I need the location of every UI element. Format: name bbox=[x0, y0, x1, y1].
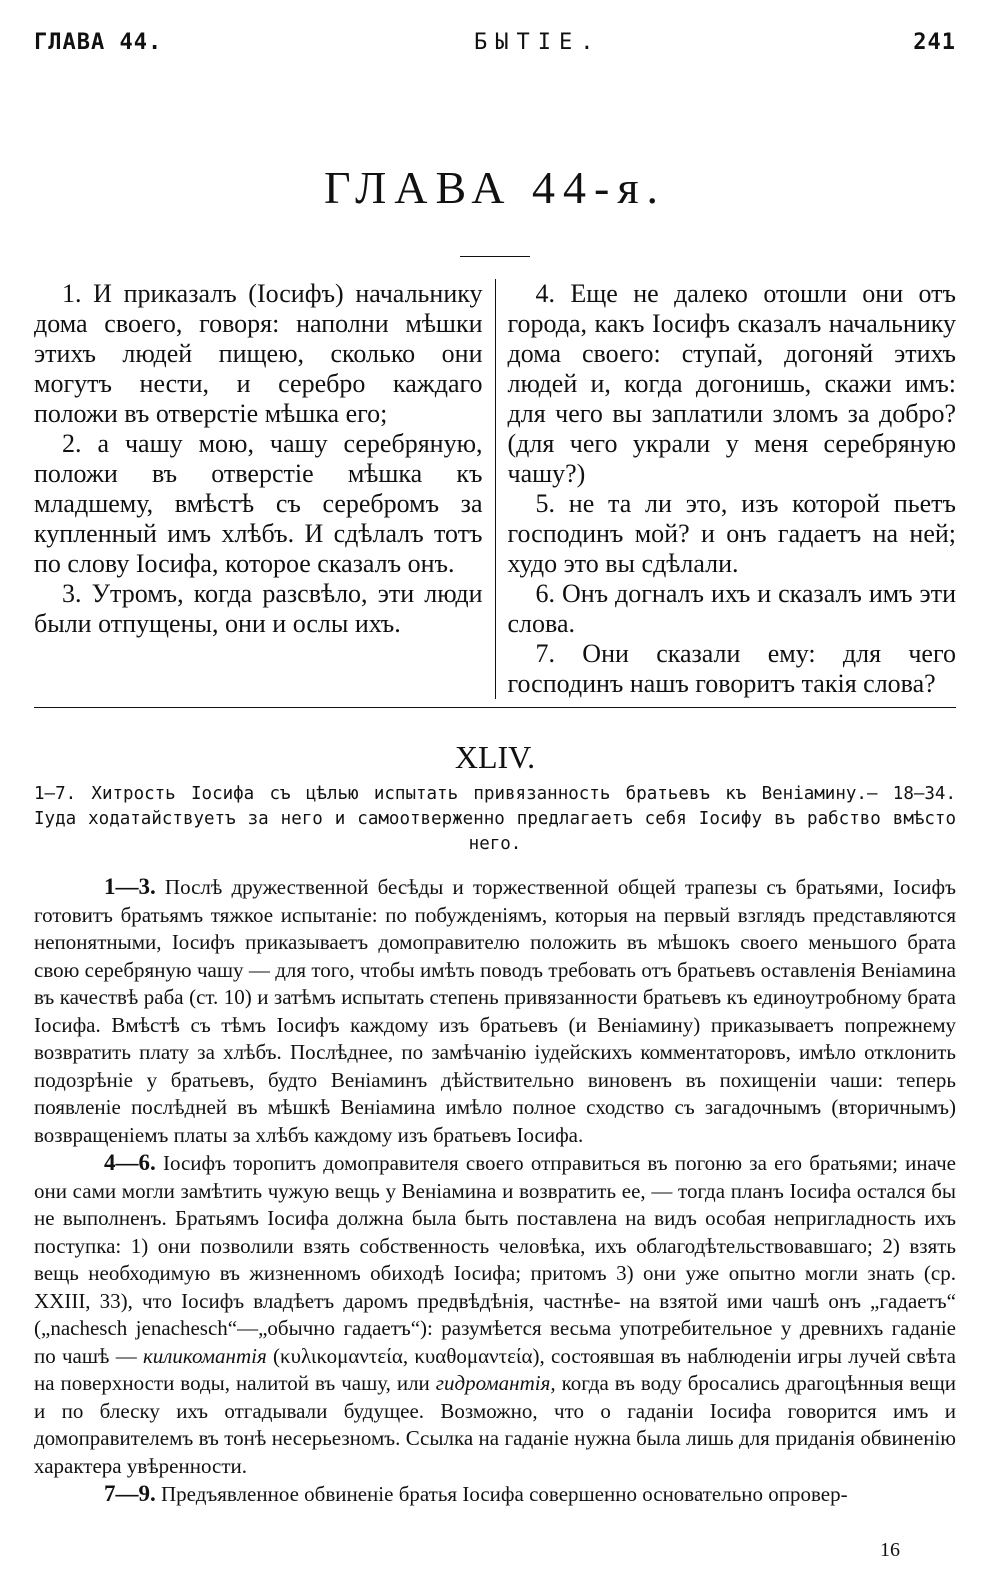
verse-reference: 7—9. bbox=[104, 1481, 156, 1506]
section-numeral: XLIV. bbox=[454, 739, 536, 775]
commentary-paragraph-1 bbox=[34, 873, 956, 1149]
chapter-title: ГЛАВА 44-я. bbox=[323, 162, 667, 213]
commentary-paragraph-2 bbox=[34, 1149, 956, 1480]
chapter-summary: 1—7. Хитрость Іосифа съ цѣлью испытать привязанность братьевъ къ Веніамину.— 18—34. Іуда ходатайствуетъ за него и самоотверженно предлагаетъ себя Іосифу въ рабство вмѣсто него. bbox=[34, 784, 956, 854]
verses-block bbox=[34, 279, 956, 708]
commentary-text: Предъявленное обвиненіе братья Іосифа совершенно основательно опровер- bbox=[161, 1482, 848, 1506]
title-rule bbox=[460, 256, 530, 257]
running-header bbox=[34, 30, 956, 74]
verse-3: 3. Утромъ, когда разсвѣло, эти люди были отпущены, они и ослы ихъ. bbox=[34, 579, 483, 638]
verse-6: 6. Онъ догналъ ихъ и сказалъ имъ эти слова. bbox=[507, 579, 956, 638]
verse-2: 2. а чашу мою, чашу серебряную, положи въ отверстіе мѣшка къ младшему, вмѣстѣ съ серебромъ за купленный имъ хлѣбъ. И сдѣлалъ тотъ по слову Іосифа, которое сказалъ онъ. bbox=[34, 429, 483, 578]
verse-1: 1. И приказалъ (Іосифъ) начальнику дома своего, говоря: наполни мѣшки этихъ людей пищею, сколько они могутъ нести, и серебро каждаго положи въ отверстіе мѣшка его; bbox=[34, 279, 483, 428]
verse-5: 5. не та ли это, изъ которой пьетъ господинъ мой? и онъ гадаетъ на ней; худо это вы сдѣлали. bbox=[507, 489, 956, 578]
commentary-text: Іосифъ торопитъ домоправителя своего отправиться въ погоню за его братьями; иначе они сами могли замѣтить чужую вещь у Веніамина и возвратить ее, — тогда планъ Іосифа остался бы не выполненъ. Братьямъ Іосифа должна была быть поставлена на видъ особая непригладность ихъ поступка: 1) они позволили взять собственность человѣка, ихъ облагодѣтельствовавшаго; 2) взять вещь необходимую въ жизненномъ обиходѣ Іосифа; притомъ 3) они уже опытно могли знать (ср. XXIII, 33), что Іосифъ владѣетъ даромъ предвѣдѣнія, частнѣе- на взятой ими чашѣ онъ „гадаетъ“ („nachesch jenachesch“—„обычно гадаетъ“): разумѣется весьма употребительное у древнихъ гаданіе по чашѣ — bbox=[34, 1151, 956, 1368]
header-chapter: ГЛАВА 44. bbox=[34, 30, 163, 55]
italic-term: гидромантія, bbox=[435, 1371, 556, 1395]
commentary-text: когда въ воду бросались драгоцѣнныя вещи и по блеску ихъ отгадывали будущее. Возможно, что о гаданіи Іосифа говорится имъ и домоправителемъ въ тонѣ несерьезномъ. Ссылка на гаданіе нужна была лишь для приданія обвиненію характера увѣренности. bbox=[34, 1371, 957, 1478]
verse-7: 7. Они сказали ему: для чего господинъ нашъ говоритъ такія слова? bbox=[507, 639, 956, 698]
commentary-paragraph-3 bbox=[34, 1480, 956, 1509]
page-number: 241 bbox=[913, 30, 956, 55]
commentary-text: (κυλικομαντεία, κυαθομαντεία), состоявшая въ наблюденіи игры лучей свѣта на поверхности воды, налитой въ чашу, или bbox=[34, 1343, 956, 1395]
verse-reference: 4—6. bbox=[104, 1150, 156, 1175]
commentary bbox=[34, 873, 956, 1509]
italic-term: киликомантія bbox=[142, 1343, 267, 1368]
verses-left-column bbox=[34, 279, 496, 699]
verse-4: 4. Еще не далеко отошли они отъ города, какъ Іосифъ сказалъ начальнику дома своего: ступай, догоняй этихъ людей и, когда догонишь, скажи имъ: для чего вы заплатили зломъ за добро? (для чего украли у меня серебряную чашу?) bbox=[507, 279, 956, 488]
verse-reference: 1—3. bbox=[104, 874, 156, 899]
printer-signature-mark: 16 bbox=[880, 1539, 900, 1561]
commentary-text: Послѣ дружественной бесѣды и торжественной общей трапезы съ братьями, Іосифъ готовитъ братьямъ тяжкое испытаніе: по побужденіямъ, которыя на первый взглядъ представляются непонятными, Іосифъ приказываетъ домоправителю положить въ мѣшокъ своего меньшого брата свою серебряную чашу — для того, чтобы имѣть поводъ требовать отъ братьевъ оставленія Веніамина въ качествѣ раба (ст. 10) и затѣмъ испытать степень привязанности братьевъ къ единоутробному брата Іосифа. Вмѣстѣ съ тѣмъ Іосифъ каждому изъ братьевъ (и Веніамину) приказываетъ попрежнему возвратить плату за хлѣбъ. Послѣднее, по замѣчанію іудейскихъ комментаторовъ, имѣло отклонить подозрѣніе у братьевъ, будто Веніаминъ дѣйствительно виновенъ въ похищеніи чаши: теперь появленіе послѣдней въ мѣшкѣ Веніамина имѣло полное сходство съ загадочнымъ (вторичнымъ) возвращеніемъ платы за хлѣбъ каждому изъ братьевъ Іосифа. bbox=[34, 875, 956, 1147]
verses-right-column bbox=[496, 279, 957, 699]
header-book-title: БЫТІЕ. bbox=[473, 30, 602, 55]
